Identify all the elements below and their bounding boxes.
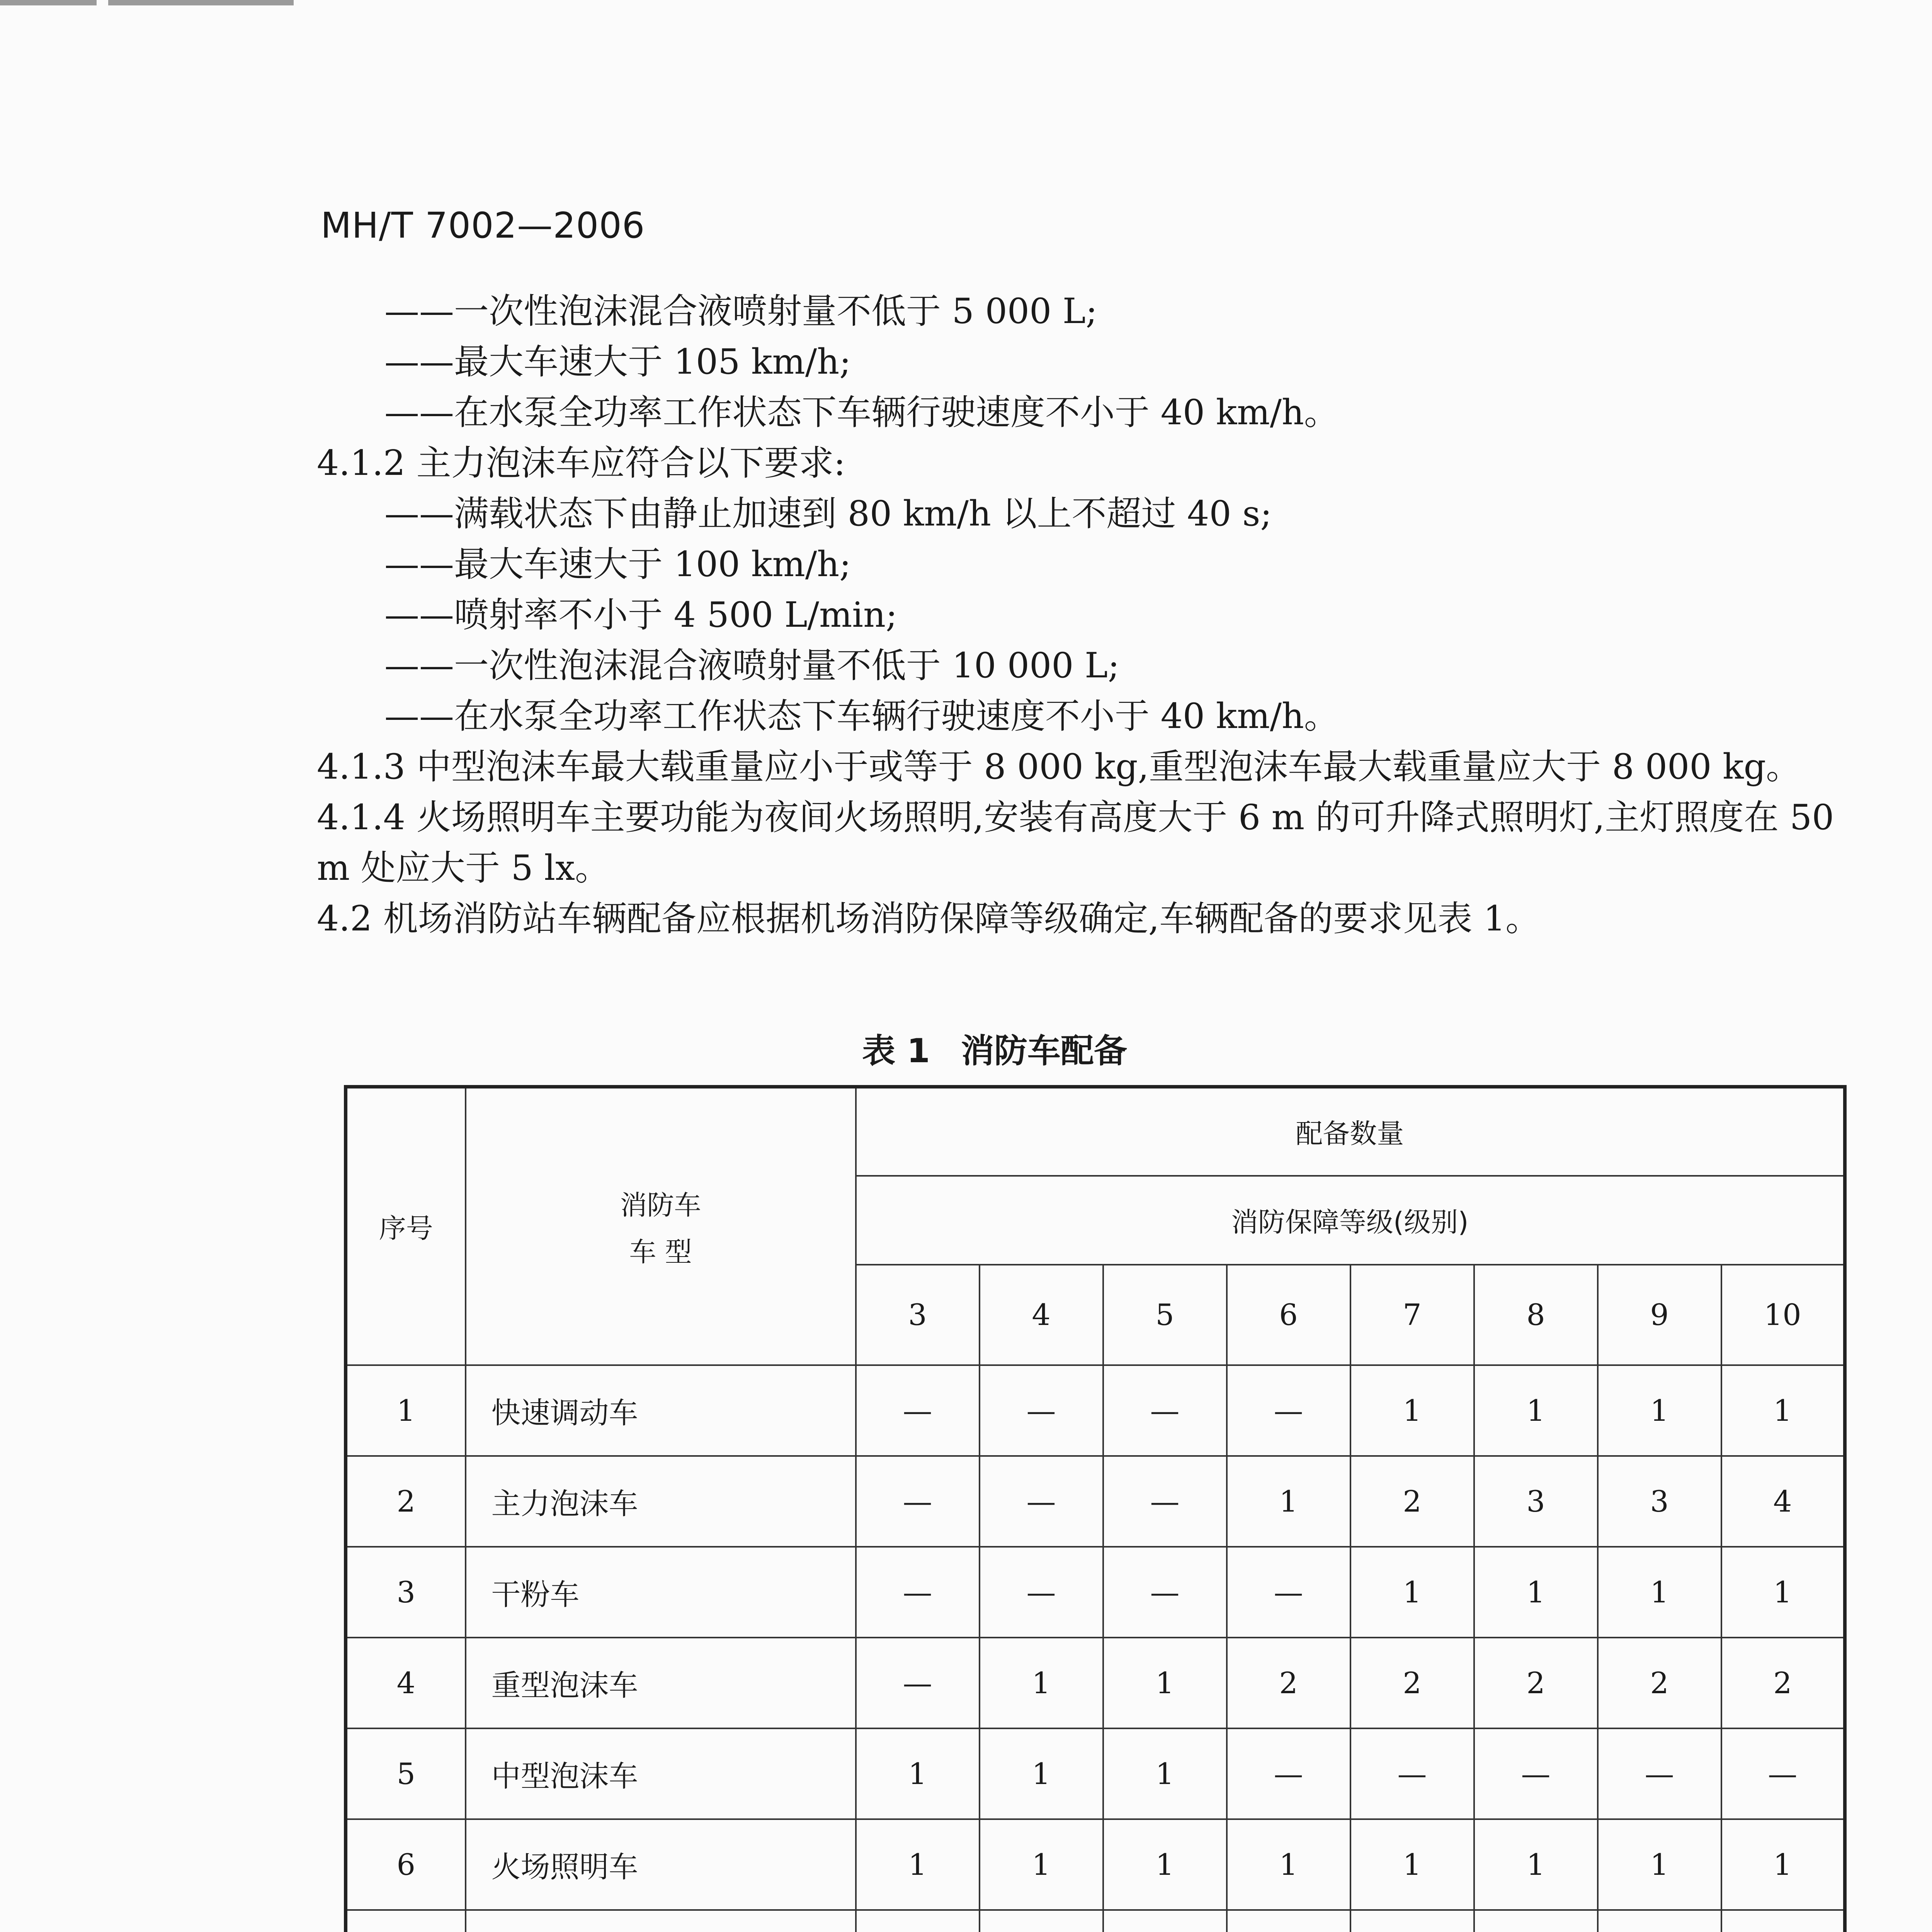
row-seq: 5 — [346, 1728, 466, 1819]
row-vehicle-name: 快速调动车 — [466, 1365, 856, 1456]
row-value: — — [856, 1638, 980, 1728]
row-value: 1 — [1721, 1819, 1845, 1910]
row-seq — [346, 1910, 466, 1932]
column-header-seq: 序号 — [346, 1087, 466, 1365]
row-value — [1350, 1910, 1474, 1932]
row-value: — — [1227, 1547, 1350, 1638]
table-row — [346, 1638, 1845, 1728]
level-header: 5 — [1103, 1265, 1227, 1365]
row-value: — — [1350, 1728, 1474, 1819]
row-value: 1 — [980, 1728, 1103, 1819]
clause: 4.1.2 主力泡沫车应符合以下要求: — [317, 443, 845, 483]
row-value: 1 — [1103, 1819, 1227, 1910]
level-header: 4 — [980, 1265, 1103, 1365]
row-value: — — [980, 1547, 1103, 1638]
row-value: 2 — [1227, 1638, 1350, 1728]
list-item: ——一次性泡沫混合液喷射量不低于 5 000 L; — [384, 291, 1097, 332]
column-header-vehicle-type — [466, 1087, 856, 1365]
row-value: 2 — [1721, 1638, 1845, 1728]
row-value: 1 — [856, 1728, 980, 1819]
table-caption — [0, 1024, 1932, 1072]
row-value: 2 — [1350, 1638, 1474, 1728]
table-caption-title: 消防车配备 — [961, 1032, 1127, 1070]
document-code: MH/T 7002—2006 — [321, 205, 645, 246]
row-value: 1 — [1598, 1547, 1721, 1638]
row-value — [1598, 1910, 1721, 1932]
row-value: 1 — [1350, 1819, 1474, 1910]
list-item: ——最大车速大于 105 km/h; — [384, 342, 851, 382]
row-value: 1 — [1598, 1819, 1721, 1910]
table-row — [346, 1456, 1845, 1547]
row-value: — — [1103, 1456, 1227, 1547]
row-value: — — [1103, 1547, 1227, 1638]
row-value: 1 — [980, 1638, 1103, 1728]
table-row — [346, 1547, 1845, 1638]
scan-artifact — [108, 0, 294, 5]
level-header: 10 — [1721, 1265, 1845, 1365]
list-item: ——在水泵全功率工作状态下车辆行驶速度不小于 40 km/h。 — [384, 696, 1339, 736]
row-value: 1 — [980, 1819, 1103, 1910]
row-seq: 6 — [346, 1819, 466, 1910]
row-value: 4 — [1721, 1456, 1845, 1547]
row-value: — — [980, 1456, 1103, 1547]
row-value: 1 — [1598, 1365, 1721, 1456]
row-value: 1 — [1227, 1819, 1350, 1910]
list-item: ——满载状态下由静止加速到 80 km/h 以上不超过 40 s; — [384, 493, 1272, 534]
fire-vehicle-table — [344, 1085, 1847, 1932]
list-item: ——一次性泡沫混合液喷射量不低于 10 000 L; — [384, 645, 1120, 686]
row-value: 1 — [1350, 1547, 1474, 1638]
row-value: — — [1721, 1728, 1845, 1819]
row-value: 1 — [1474, 1819, 1598, 1910]
level-header: 9 — [1598, 1265, 1721, 1365]
row-vehicle-name: 干粉车 — [466, 1547, 856, 1638]
row-value: 2 — [1474, 1638, 1598, 1728]
group-header: 配备数量 — [856, 1087, 1845, 1176]
table-row — [346, 1819, 1845, 1910]
clause: 4.1.3 中型泡沫车最大载重量应小于或等于 8 000 kg,重型泡沫车最大载重量应大于 8 000 kg。 — [317, 747, 1801, 787]
row-value: 1 — [1103, 1728, 1227, 1819]
row-vehicle-name — [466, 1910, 856, 1932]
row-value — [1474, 1910, 1598, 1932]
row-value — [1721, 1910, 1845, 1932]
row-value: — — [1227, 1365, 1350, 1456]
table-row — [346, 1365, 1845, 1456]
row-value: 1 — [1721, 1547, 1845, 1638]
list-item: ——喷射率不小于 4 500 L/min; — [384, 595, 898, 635]
table-row — [346, 1728, 1845, 1819]
row-value — [1103, 1910, 1227, 1932]
row-vehicle-name: 重型泡沫车 — [466, 1638, 856, 1728]
column-header-vehicle-type-line2: 车 型 — [629, 1236, 692, 1268]
row-value: — — [1474, 1728, 1598, 1819]
row-vehicle-name: 主力泡沫车 — [466, 1456, 856, 1547]
body-text — [317, 286, 1862, 944]
row-value: 1 — [1721, 1365, 1845, 1456]
row-vehicle-name: 火场照明车 — [466, 1819, 856, 1910]
row-value: 2 — [1350, 1456, 1474, 1547]
table-caption-number: 表 1 — [862, 1032, 930, 1070]
row-value — [1227, 1910, 1350, 1932]
level-header: 6 — [1227, 1265, 1350, 1365]
level-header: 7 — [1350, 1265, 1474, 1365]
row-value: 3 — [1474, 1456, 1598, 1547]
row-value: 1 — [1227, 1456, 1350, 1547]
row-seq: 4 — [346, 1638, 466, 1728]
level-header: 8 — [1474, 1265, 1598, 1365]
row-value: — — [1598, 1728, 1721, 1819]
row-value: 3 — [1598, 1456, 1721, 1547]
scan-artifact — [0, 0, 97, 5]
row-value: 1 — [1350, 1365, 1474, 1456]
row-value: — — [856, 1456, 980, 1547]
row-value: 1 — [1474, 1547, 1598, 1638]
row-seq: 2 — [346, 1456, 466, 1547]
row-value — [856, 1910, 980, 1932]
row-seq: 3 — [346, 1547, 466, 1638]
row-value: 1 — [1103, 1638, 1227, 1728]
row-value — [980, 1910, 1103, 1932]
row-seq: 1 — [346, 1365, 466, 1456]
list-item: ——在水泵全功率工作状态下车辆行驶速度不小于 40 km/h。 — [384, 392, 1339, 433]
clause: 4.1.4 火场照明车主要功能为夜间火场照明,安装有高度大于 6 m 的可升降式照明灯,主灯照度在 50 m 处应大于 5 lx。 — [317, 797, 1834, 888]
subgroup-header: 消防保障等级(级别) — [856, 1176, 1845, 1265]
row-value: — — [1227, 1728, 1350, 1819]
clause: 4.2 机场消防站车辆配备应根据机场消防保障等级确定,车辆配备的要求见表 1。 — [317, 898, 1541, 939]
row-vehicle-name: 中型泡沫车 — [466, 1728, 856, 1819]
row-value: — — [1103, 1365, 1227, 1456]
row-value: — — [980, 1365, 1103, 1456]
row-value: 1 — [1474, 1365, 1598, 1456]
row-value: — — [856, 1547, 980, 1638]
table-row — [346, 1910, 1845, 1932]
row-value: 1 — [856, 1819, 980, 1910]
row-value: 2 — [1598, 1638, 1721, 1728]
column-header-vehicle-type-line1: 消防车 — [620, 1189, 701, 1221]
level-header: 3 — [856, 1265, 980, 1365]
row-value: — — [856, 1365, 980, 1456]
list-item: ——最大车速大于 100 km/h; — [384, 544, 851, 585]
